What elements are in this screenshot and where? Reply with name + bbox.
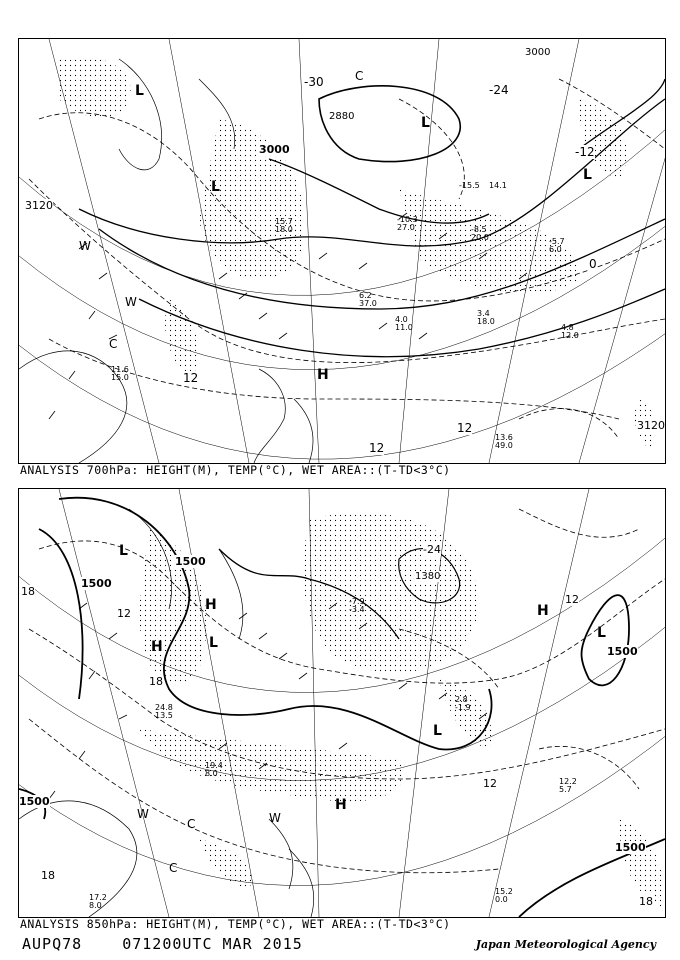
cold-center-marker: C	[109, 337, 118, 351]
station-value: 27.0	[397, 223, 415, 232]
station-value: 17.2	[89, 893, 107, 902]
station-value: 6.2	[359, 291, 372, 300]
station-value: 11.6	[111, 365, 129, 374]
warm-center-marker: W	[269, 811, 281, 825]
station-value: 4.0	[395, 315, 408, 324]
wet-areas	[139, 513, 665, 909]
station-value: -10.3	[397, 215, 418, 224]
panel-caption-700hpa: ANALYSIS 700hPa: HEIGHT(M), TEMP(°C), WET AREA::(T-TD<3°C)	[20, 463, 451, 477]
station-value: 13.6	[495, 433, 513, 442]
station-value: 13.5	[155, 711, 173, 720]
station-value: -5.7	[549, 237, 565, 246]
isotherm-label: -24	[423, 543, 441, 556]
station-value: 3.4	[477, 309, 490, 318]
station-value: 15.0	[111, 373, 129, 382]
height-label: 3000	[259, 143, 290, 156]
high-center-marker: H	[335, 797, 347, 813]
map-panel-700hpa	[18, 38, 666, 464]
isotherm-label: 18	[149, 675, 163, 688]
isotherm-label: 18	[41, 869, 55, 882]
height-label: 3120	[25, 199, 53, 212]
low-center-marker: L	[597, 625, 606, 641]
isotherm-label: 12	[369, 441, 385, 455]
warm-center-marker: W	[79, 239, 91, 253]
low-center-marker: L	[421, 115, 430, 131]
cold-center-marker: C	[169, 861, 178, 875]
high-center-marker: H	[317, 367, 329, 383]
high-center-marker: H	[205, 597, 217, 613]
station-value: 6.0	[549, 245, 562, 254]
isotherm-label: 12	[183, 371, 199, 385]
map-850hpa-canvas	[19, 489, 665, 917]
low-center-marker: L	[211, 179, 220, 195]
isotherm-label: 12	[117, 607, 131, 620]
wet-areas	[59, 56, 656, 449]
isotherm-label: 18	[21, 585, 35, 598]
isotherm-label: -24	[489, 83, 509, 97]
isotherm-label: 12	[457, 421, 473, 435]
station-value: 20.0	[471, 233, 489, 242]
warm-center-marker: W	[125, 295, 137, 309]
valid-time: 071200UTC MAR 2015	[122, 935, 303, 953]
low-center-marker: L	[433, 723, 442, 739]
height-label: 3120	[637, 419, 665, 432]
panel-caption-850hpa: ANALYSIS 850hPa: HEIGHT(M), TEMP(°C), WET AREA::(T-TD<3°C)	[20, 917, 451, 931]
station-value: 14.1	[489, 181, 507, 190]
station-value: 12.2	[559, 777, 577, 786]
chart-footer	[22, 935, 333, 953]
station-value: 0.0	[495, 895, 508, 904]
station-value: 18.0	[477, 317, 495, 326]
station-value: 37.0	[359, 299, 377, 308]
low-center-marker: L	[119, 543, 128, 559]
station-value: 18.0	[275, 225, 293, 234]
station-value: 8.0	[205, 769, 218, 778]
height-label: 2880	[329, 111, 355, 122]
station-value: 11.0	[395, 323, 413, 332]
isotherm-label: 12	[565, 593, 579, 606]
station-value: 15.2	[495, 887, 513, 896]
height-label: 1380	[415, 571, 441, 582]
station-value: -8.5	[471, 225, 487, 234]
height-label: 1500	[615, 841, 646, 854]
map-700hpa-canvas	[19, 39, 665, 463]
station-value: 24.8	[155, 703, 173, 712]
low-center-marker: L	[209, 635, 218, 651]
agency-credit: Japan Meteorological Agency	[475, 938, 656, 951]
high-center-marker: H	[537, 603, 549, 619]
isotherm-label: 12	[483, 777, 497, 790]
isotherm-label: 18	[639, 895, 653, 908]
height-label: 1500	[175, 555, 206, 568]
height-label: 1500	[19, 795, 50, 808]
low-center-marker: L	[583, 167, 592, 183]
station-value: 19.4	[205, 761, 223, 770]
cold-center-marker: C	[187, 817, 196, 831]
height-label: 3000	[525, 47, 551, 58]
station-value: 49.0	[495, 441, 513, 450]
high-center-marker: H	[151, 639, 163, 655]
station-value: 5.7	[559, 785, 572, 794]
isotherm-label: -30	[304, 75, 324, 89]
isotherm-label: -12	[575, 145, 595, 159]
height-label: 1500	[81, 577, 112, 590]
chart-id: AUPQ78	[22, 935, 83, 953]
map-panel-850hpa	[18, 488, 666, 918]
station-value: 4.8	[561, 323, 574, 332]
station-value: -1.9	[455, 703, 471, 712]
height-label: 1500	[607, 645, 638, 658]
station-value: -15.5	[459, 181, 480, 190]
warm-center-marker: W	[137, 807, 149, 821]
station-value: -7.9	[349, 597, 365, 606]
station-value: -3.4	[349, 605, 365, 614]
station-value: 2.8	[455, 695, 468, 704]
station-value: 12.0	[561, 331, 579, 340]
isotherm-label: 0	[589, 257, 597, 271]
low-center-marker: L	[135, 83, 144, 99]
station-value: 8.0	[89, 901, 102, 910]
cold-center-marker: C	[355, 69, 364, 83]
station-value: 15.7	[275, 217, 293, 226]
